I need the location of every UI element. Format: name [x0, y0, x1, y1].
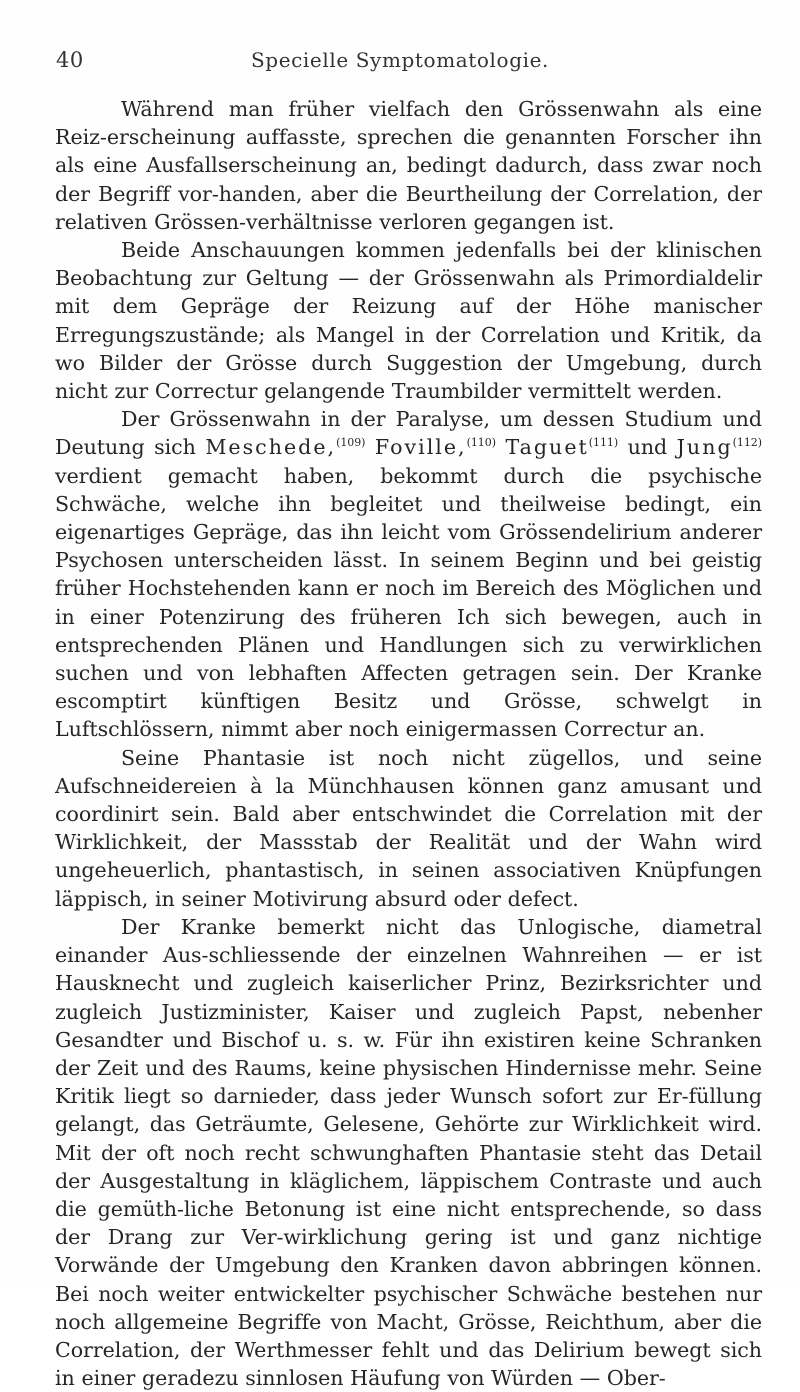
footnote-ref-110: (110)	[466, 436, 496, 450]
author-foville: Foville,	[374, 435, 467, 460]
paragraph-1: Während man früher vielfach den Grössenwahn als eine Reiz-erscheinung auffasste, sprechen die genannten Forscher ihn als eine Ausfallserscheinung an, bedingt dadurch, dass zwar noch der Begriff vor-handen, aber die Beurtheilung der Correlation, der relativen Grössen-verhältnisse verloren gegangen ist.	[55, 97, 762, 234]
conjunction-und: und	[627, 435, 668, 460]
footnote-ref-111: (111)	[588, 436, 619, 450]
paragraph-5: Der Kranke bemerkt nicht das Unlogische, diametral einander Aus-schliessende der einzelnen Wahnreihen — er ist Hausknecht und zugleich kaiserlicher Prinz, Bezirksrichter und zugleich Justizminister, Kaiser und zugleich Papst, nebenher Gesandter und Bischof u. s. w. Für ihn existiren keine Schranken der Zeit und des Raums, keine physischen Hindernisse mehr. Seine Kritik liegt so darnieder, dass jeder Wunsch sofort zur Er-füllung gelangt, das Geträumte, Gelesene, Gehörte zur Wirklichkeit wird. Mit der oft noch recht schwunghaften Phantasie steht das Detail der Ausgestaltung in kläglichem, läppischem Contraste und auch die gemüth-liche Betonung ist eine nicht entsprechende, so dass der Drang zur Ver-wirklichung gering ist und ganz nichtige Vorwände der Umgebung den Kranken davon abbringen können. Bei noch weiter entwickelter psychischer Schwäche bestehen nur noch allgemeine Begriffe von Macht, Grösse, Reichthum, aber die Correlation, der Werthmesser fehlt und das Delirium bewegt sich in einer geradezu sinnlosen Häufung von Würden — Ober-	[55, 914, 762, 1391]
author-taguet: Taguet	[505, 435, 589, 460]
paragraph-2: Beide Anschauungen kommen jedenfalls bei der klinischen Beobachtung zur Geltung — der Grössenwahn als Primordialdelir mit dem Gepräge der Reizung auf der Höhe manischer Erregungszustände; als Mangel in der Correlation und Kritik, da wo Bilder der Grösse durch Suggestion der Umgebung, durch nicht zur Correctur gelangende Traumbilder vermittelt werden.	[55, 238, 762, 404]
running-title: Specielle Symptomatologie.	[250, 48, 549, 72]
paragraph-3-rest: verdient gemacht haben, bekommt durch die psychische Schwäche, welche ihn begleitet und theilweise bedingt, ein eigenartiges Gepräge, das ihn leicht vom Grössendelirium anderer Psychosen unterscheiden lässt. In seinem Beginn und bei geistig früher Hochstehenden kann er noch im Bereich des Möglichen und in einer Potenzirung des früheren Ich sich bewegen, auch in entsprechenden Plänen und Handlungen sich zu verwirklichen suchen und von lebhaften Affecten getragen sein. Der Kranke escomptirt künftigen Besitz und Grösse, schwelgt in Luftschlössern, nimmt aber noch einigermassen Correctur an.	[55, 463, 762, 742]
paragraph-4: Seine Phantasie ist noch nicht zügellos, und seine Aufschneidereien à la Münchhausen können ganz amusant und coordinirt sein. Bald aber entschwindet die Correlation mit der Wirklichkeit, der Massstab der Realität und der Wahn wird ungeheuerlich, phantastisch, in seinen associativen Knüpfungen läppisch, in seiner Motivirung absurd oder defect.	[55, 745, 762, 911]
page-number: 40	[56, 48, 84, 72]
body-text	[55, 95, 762, 1392]
author-meschede: Meschede,	[205, 435, 337, 460]
paragraph-3-lead: Der Grössenwahn in der Paralyse, um dessen Studium und Deutung sich	[55, 407, 762, 460]
footnote-ref-109: (109)	[336, 436, 366, 450]
paragraph-3	[55, 405, 762, 743]
footnote-ref-112: (112)	[732, 436, 762, 450]
page-header	[50, 48, 750, 80]
author-jung: Jung	[676, 435, 733, 460]
